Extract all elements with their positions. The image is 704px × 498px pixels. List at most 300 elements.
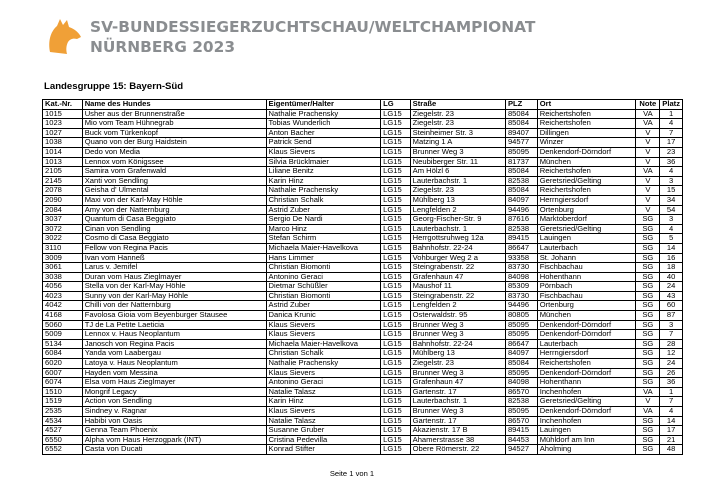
cell-street: Lauterbachstr. 1: [410, 224, 505, 234]
cell-note: V: [636, 157, 660, 167]
cell-kat-nr: 6020: [43, 359, 83, 369]
cell-kat-nr: 4023: [43, 291, 83, 301]
cell-owner: Klaus Sievers: [266, 147, 381, 157]
cell-plz: 94496: [505, 205, 537, 215]
column-header-plz: PLZ: [505, 100, 537, 110]
cell-lg: LG15: [381, 186, 411, 196]
sv-logo-icon: [44, 16, 84, 56]
cell-dog-name: Geisha d' Ulmental: [82, 186, 266, 196]
cell-street: Mühlberg 13: [410, 195, 505, 205]
cell-rank: 16: [660, 253, 683, 263]
cell-rank: 1: [660, 387, 683, 397]
cell-rank: 60: [660, 301, 683, 311]
cell-kat-nr: 1510: [43, 387, 83, 397]
cell-rank: 40: [660, 272, 683, 282]
table-row: [43, 416, 683, 426]
cell-lg: LG15: [381, 253, 411, 263]
cell-note: V: [636, 205, 660, 215]
cell-note: V: [636, 147, 660, 157]
cell-lg: LG15: [381, 128, 411, 138]
cell-kat-nr: 3022: [43, 234, 83, 244]
cell-kat-nr: 2145: [43, 176, 83, 186]
cell-lg: LG15: [381, 330, 411, 340]
column-header-city: Ort: [537, 100, 636, 110]
cell-owner: Liliane Benitz: [266, 167, 381, 177]
cell-street: Osterwaldstr. 95: [410, 311, 505, 321]
cell-street: Brunner Weg 3: [410, 368, 505, 378]
cell-street: Gartenstr. 17: [410, 416, 505, 426]
cell-dog-name: Usher aus der Brunnenstraße: [82, 109, 266, 119]
cell-street: Mühlberg 13: [410, 349, 505, 359]
cell-street: Lengfelden 2: [410, 301, 505, 311]
cell-city: Ortenburg: [537, 301, 636, 311]
cell-note: SG: [636, 224, 660, 234]
cell-city: Geretsried/Gelting: [537, 224, 636, 234]
table-row: [43, 349, 683, 359]
cell-owner: Susanne Gruber: [266, 426, 381, 436]
cell-lg: LG15: [381, 243, 411, 253]
cell-rank: 17: [660, 138, 683, 148]
cell-lg: LG15: [381, 272, 411, 282]
cell-plz: 89415: [505, 426, 537, 436]
cell-rank: 14: [660, 243, 683, 253]
table-row: [43, 253, 683, 263]
cell-rank: 5: [660, 234, 683, 244]
cell-plz: 86570: [505, 387, 537, 397]
cell-street: Grafenhaun 47: [410, 378, 505, 388]
cell-dog-name: Quantum di Casa Beggiato: [82, 215, 266, 225]
cell-plz: 89407: [505, 128, 537, 138]
cell-kat-nr: 3072: [43, 224, 83, 234]
cell-city: München: [537, 157, 636, 167]
table-row: [43, 263, 683, 273]
cell-owner: Hans Limmer: [266, 253, 381, 263]
cell-note: VA: [636, 407, 660, 417]
cell-note: V: [636, 138, 660, 148]
cell-rank: 4: [660, 407, 683, 417]
table-row: [43, 128, 683, 138]
cell-street: Bahnhofstr. 22-24: [410, 339, 505, 349]
cell-plz: 85095: [505, 320, 537, 330]
cell-plz: 85084: [505, 359, 537, 369]
cell-owner: Klaus Sievers: [266, 407, 381, 417]
cell-kat-nr: 1027: [43, 128, 83, 138]
cell-city: Herrngiersdorf: [537, 349, 636, 359]
cell-note: VA: [636, 109, 660, 119]
cell-city: Reichertshofen: [537, 186, 636, 196]
cell-kat-nr: 2084: [43, 205, 83, 215]
cell-lg: LG15: [381, 119, 411, 129]
cell-city: Denkendorf-Dörndorf: [537, 320, 636, 330]
table-row: [43, 109, 683, 119]
cell-rank: 18: [660, 263, 683, 273]
cell-lg: LG15: [381, 397, 411, 407]
cell-rank: 21: [660, 435, 683, 445]
cell-dog-name: TJ de La Petite Laeticia: [82, 320, 266, 330]
cell-owner: Antonino Geraci: [266, 378, 381, 388]
cell-kat-nr: 6552: [43, 445, 83, 455]
cell-dog-name: Cinan von Sendling: [82, 224, 266, 234]
table-row: [43, 272, 683, 282]
cell-owner: Christian Schalk: [266, 349, 381, 359]
cell-owner: Michaela Maier-Havelkova: [266, 243, 381, 253]
table-row: [43, 224, 683, 234]
cell-plz: 85095: [505, 147, 537, 157]
cell-note: SG: [636, 349, 660, 359]
cell-lg: LG15: [381, 195, 411, 205]
cell-lg: LG15: [381, 435, 411, 445]
cell-street: Steingrabenstr. 22: [410, 291, 505, 301]
cell-rank: 3: [660, 320, 683, 330]
cell-kat-nr: 6007: [43, 368, 83, 378]
cell-dog-name: Genna Team Phoenix: [82, 426, 266, 436]
cell-kat-nr: 4056: [43, 282, 83, 292]
cell-rank: 43: [660, 291, 683, 301]
cell-kat-nr: 2078: [43, 186, 83, 196]
cell-owner: Christian Biomonti: [266, 291, 381, 301]
cell-rank: 14: [660, 416, 683, 426]
cell-owner: Danica Krunic: [266, 311, 381, 321]
cell-street: Ahamerstrasse 38: [410, 435, 505, 445]
cell-lg: LG15: [381, 138, 411, 148]
cell-street: Ziegelstr. 23: [410, 359, 505, 369]
cell-dog-name: Elsa vom Haus Zieglmayer: [82, 378, 266, 388]
cell-city: Reichertshofen: [537, 167, 636, 177]
cell-note: V: [636, 176, 660, 186]
cell-city: Inchenhofen: [537, 416, 636, 426]
cell-rank: 24: [660, 359, 683, 369]
table-row: [43, 359, 683, 369]
cell-kat-nr: 3038: [43, 272, 83, 282]
cell-city: Hohenthann: [537, 378, 636, 388]
cell-city: Aholming: [537, 445, 636, 455]
cell-dog-name: Stella von der Karl-May Höhle: [82, 282, 266, 292]
cell-note: SG: [636, 291, 660, 301]
cell-city: Pörnbach: [537, 282, 636, 292]
cell-note: VA: [636, 387, 660, 397]
cell-owner: Natalie Talasz: [266, 416, 381, 426]
table-row: [43, 243, 683, 253]
cell-owner: Karin Hinz: [266, 176, 381, 186]
cell-note: SG: [636, 426, 660, 436]
cell-street: Ziegelstr. 23: [410, 109, 505, 119]
table-row: [43, 195, 683, 205]
cell-lg: LG15: [381, 416, 411, 426]
cell-lg: LG15: [381, 359, 411, 369]
event-title: [90, 17, 535, 57]
cell-street: Brunner Weg 3: [410, 330, 505, 340]
cell-street: Ziegelstr. 23: [410, 119, 505, 129]
cell-rank: 4: [660, 119, 683, 129]
cell-rank: 48: [660, 445, 683, 455]
cell-note: SG: [636, 445, 660, 455]
cell-kat-nr: 2535: [43, 407, 83, 417]
cell-lg: LG15: [381, 445, 411, 455]
cell-city: Lauingen: [537, 234, 636, 244]
cell-owner: Christian Biomonti: [266, 263, 381, 273]
cell-plz: 84098: [505, 272, 537, 282]
table-row: [43, 330, 683, 340]
table-row: [43, 339, 683, 349]
cell-dog-name: Samira vom Grafenwald: [82, 167, 266, 177]
table-row: [43, 282, 683, 292]
cell-rank: 23: [660, 147, 683, 157]
table-row: [43, 119, 683, 129]
cell-note: SG: [636, 435, 660, 445]
cell-plz: 94527: [505, 445, 537, 455]
table-row: [43, 147, 683, 157]
cell-street: Bahnhofstr. 22-24: [410, 243, 505, 253]
page-footer: Seite 1 von 1: [329, 469, 375, 478]
cell-street: Vohburger Weg 2 a: [410, 253, 505, 263]
cell-kat-nr: 4168: [43, 311, 83, 321]
cell-plz: 83730: [505, 263, 537, 273]
cell-lg: LG15: [381, 205, 411, 215]
cell-dog-name: Sindney v. Ragnar: [82, 407, 266, 417]
table-row: [43, 407, 683, 417]
cell-city: Denkendorf-Dörndorf: [537, 147, 636, 157]
cell-dog-name: Action von Sendling: [82, 397, 266, 407]
cell-owner: Nathalie Prachensky: [266, 109, 381, 119]
cell-plz: 85084: [505, 167, 537, 177]
cell-city: Geretsried/Gelting: [537, 397, 636, 407]
cell-rank: 1: [660, 109, 683, 119]
cell-note: SG: [636, 311, 660, 321]
cell-street: Lengfelden 2: [410, 205, 505, 215]
cell-rank: 36: [660, 157, 683, 167]
cell-plz: 82538: [505, 176, 537, 186]
cell-note: VA: [636, 167, 660, 177]
cell-note: SG: [636, 320, 660, 330]
cell-kat-nr: 2105: [43, 167, 83, 177]
cell-rank: 26: [660, 368, 683, 378]
cell-plz: 85095: [505, 330, 537, 340]
cell-plz: 84097: [505, 195, 537, 205]
table-row: [43, 291, 683, 301]
cell-city: Herrngiersdorf: [537, 195, 636, 205]
cell-street: Steinheimer Str. 3: [410, 128, 505, 138]
cell-owner: Sergio De Nardi: [266, 215, 381, 225]
table-row: [43, 234, 683, 244]
cell-plz: 85095: [505, 407, 537, 417]
cell-dog-name: Dedo von Media: [82, 147, 266, 157]
cell-city: St. Johann: [537, 253, 636, 263]
cell-street: Lauterbachstr. 1: [410, 397, 505, 407]
cell-dog-name: Amy von der Natternburg: [82, 205, 266, 215]
cell-dog-name: Maxi von der Karl-May Höhle: [82, 195, 266, 205]
cell-city: Reichertshofen: [537, 109, 636, 119]
table-row: [43, 215, 683, 225]
cell-owner: Patrick Send: [266, 138, 381, 148]
cell-street: Georg-Fischer-Str. 9: [410, 215, 505, 225]
cell-lg: LG15: [381, 234, 411, 244]
cell-note: SG: [636, 368, 660, 378]
cell-street: Steingrabenstr. 22: [410, 263, 505, 273]
cell-note: V: [636, 128, 660, 138]
cell-dog-name: Quano von der Burg Haidstein: [82, 138, 266, 148]
table-row: [43, 320, 683, 330]
cell-kat-nr: 1023: [43, 119, 83, 129]
cell-lg: LG15: [381, 426, 411, 436]
cell-lg: LG15: [381, 291, 411, 301]
table-row: [43, 368, 683, 378]
cell-dog-name: Favolosa Gioia vom Beyenburger Stausee: [82, 311, 266, 321]
cell-city: Denkendorf-Dörndorf: [537, 330, 636, 340]
cell-dog-name: Hayden vom Messina: [82, 368, 266, 378]
column-header-lg: LG: [381, 100, 411, 110]
cell-kat-nr: 5060: [43, 320, 83, 330]
column-header-note: Note: [636, 100, 660, 110]
results-table: [42, 99, 683, 455]
cell-dog-name: Mio vom Team Hühnegrab: [82, 119, 266, 129]
cell-dog-name: Chilli von der Natternburg: [82, 301, 266, 311]
cell-rank: 28: [660, 339, 683, 349]
cell-dog-name: Cosmo di Casa Beggiato: [82, 234, 266, 244]
cell-lg: LG15: [381, 176, 411, 186]
cell-note: SG: [636, 263, 660, 273]
cell-kat-nr: 1519: [43, 397, 83, 407]
cell-owner: Dietmar Schüßler: [266, 282, 381, 292]
table-row: [43, 301, 683, 311]
cell-plz: 94577: [505, 138, 537, 148]
table-body: [43, 109, 683, 454]
cell-dog-name: Yanda vom Laabergau: [82, 349, 266, 359]
cell-owner: Nathalie Prachensky: [266, 186, 381, 196]
cell-kat-nr: 1014: [43, 147, 83, 157]
cell-rank: 3: [660, 176, 683, 186]
cell-city: Hohenthann: [537, 272, 636, 282]
cell-lg: LG15: [381, 215, 411, 225]
cell-kat-nr: 4527: [43, 426, 83, 436]
cell-lg: LG15: [381, 109, 411, 119]
table-row: [43, 186, 683, 196]
cell-owner: Astrid Zuber: [266, 205, 381, 215]
cell-lg: LG15: [381, 339, 411, 349]
cell-lg: LG15: [381, 263, 411, 273]
section-title: Landesgruppe 15: Bayern-Süd: [44, 81, 184, 92]
cell-plz: 85095: [505, 368, 537, 378]
cell-dog-name: Habibi von Oasis: [82, 416, 266, 426]
cell-street: Am Hölzl 6: [410, 167, 505, 177]
cell-street: Obere Römerstr. 22: [410, 445, 505, 455]
cell-dog-name: Latoya v. Haus Neoplantum: [82, 359, 266, 369]
cell-street: Matzing 1 A: [410, 138, 505, 148]
cell-note: V: [636, 186, 660, 196]
table-row: [43, 157, 683, 167]
cell-lg: LG15: [381, 407, 411, 417]
cell-plz: 82538: [505, 224, 537, 234]
cell-owner: Antonino Geraci: [266, 272, 381, 282]
cell-lg: LG15: [381, 378, 411, 388]
cell-city: Ortenburg: [537, 205, 636, 215]
cell-note: SG: [636, 378, 660, 388]
cell-plz: 87616: [505, 215, 537, 225]
cell-kat-nr: 1015: [43, 109, 83, 119]
cell-city: Marktoberdorf: [537, 215, 636, 225]
cell-plz: 85084: [505, 186, 537, 196]
cell-owner: Stefan Schirm: [266, 234, 381, 244]
cell-owner: Karin Hinz: [266, 397, 381, 407]
cell-street: Brunner Weg 3: [410, 320, 505, 330]
cell-lg: LG15: [381, 147, 411, 157]
cell-plz: 86647: [505, 339, 537, 349]
cell-kat-nr: 6550: [43, 435, 83, 445]
table-row: [43, 167, 683, 177]
cell-note: SG: [636, 301, 660, 311]
table-row: [43, 176, 683, 186]
cell-owner: Klaus Sievers: [266, 368, 381, 378]
cell-kat-nr: 3037: [43, 215, 83, 225]
cell-owner: Natalie Talasz: [266, 387, 381, 397]
cell-city: Mühldorf am Inn: [537, 435, 636, 445]
cell-plz: 83730: [505, 291, 537, 301]
cell-owner: Cristina Pedevilla: [266, 435, 381, 445]
cell-lg: LG15: [381, 282, 411, 292]
cell-dog-name: Casta von Ducati: [82, 445, 266, 455]
cell-city: Geretsried/Gelting: [537, 176, 636, 186]
cell-note: SG: [636, 215, 660, 225]
cell-city: Inchenhofen: [537, 387, 636, 397]
cell-street: Brunner Weg 3: [410, 407, 505, 417]
cell-note: SG: [636, 416, 660, 426]
cell-street: Ziegelstr. 23: [410, 186, 505, 196]
cell-street: Akazienstr. 17 B: [410, 426, 505, 436]
cell-city: Fischbachau: [537, 263, 636, 273]
cell-lg: LG15: [381, 368, 411, 378]
cell-city: München: [537, 311, 636, 321]
cell-kat-nr: 3061: [43, 263, 83, 273]
cell-plz: 86570: [505, 416, 537, 426]
cell-rank: 54: [660, 205, 683, 215]
cell-rank: 17: [660, 426, 683, 436]
cell-dog-name: Duran vom Haus Zieglmayer: [82, 272, 266, 282]
cell-note: SG: [636, 339, 660, 349]
cell-plz: 93358: [505, 253, 537, 263]
table-row: [43, 138, 683, 148]
column-header-rank: Platz: [660, 100, 683, 110]
cell-dog-name: Fellow von Regina Pacis: [82, 243, 266, 253]
cell-dog-name: Lennox vom Königssee: [82, 157, 266, 167]
table-row: [43, 445, 683, 455]
cell-owner: Marco Hinz: [266, 224, 381, 234]
cell-owner: Michaela Maier-Havelkova: [266, 339, 381, 349]
cell-note: SG: [636, 243, 660, 253]
column-header-street: Straße: [410, 100, 505, 110]
cell-street: Gartenstr. 17: [410, 387, 505, 397]
cell-owner: Astrid Zuber: [266, 301, 381, 311]
cell-note: SG: [636, 359, 660, 369]
cell-city: Reichertshofen: [537, 119, 636, 129]
cell-rank: 24: [660, 282, 683, 292]
cell-plz: 84453: [505, 435, 537, 445]
cell-lg: LG15: [381, 320, 411, 330]
cell-kat-nr: 6074: [43, 378, 83, 388]
cell-city: Lauterbach: [537, 339, 636, 349]
cell-lg: LG15: [381, 157, 411, 167]
cell-rank: 4: [660, 224, 683, 234]
cell-owner: Christian Schalk: [266, 195, 381, 205]
cell-dog-name: Xanti von Sendling: [82, 176, 266, 186]
cell-plz: 80805: [505, 311, 537, 321]
cell-plz: 86647: [505, 243, 537, 253]
column-header-owner: Eigentümer/Halter: [266, 100, 381, 110]
cell-owner: Klaus Sievers: [266, 320, 381, 330]
table-row: [43, 435, 683, 445]
page-header: [44, 14, 684, 58]
cell-rank: 3: [660, 215, 683, 225]
cell-rank: 7: [660, 330, 683, 340]
table-row: [43, 426, 683, 436]
